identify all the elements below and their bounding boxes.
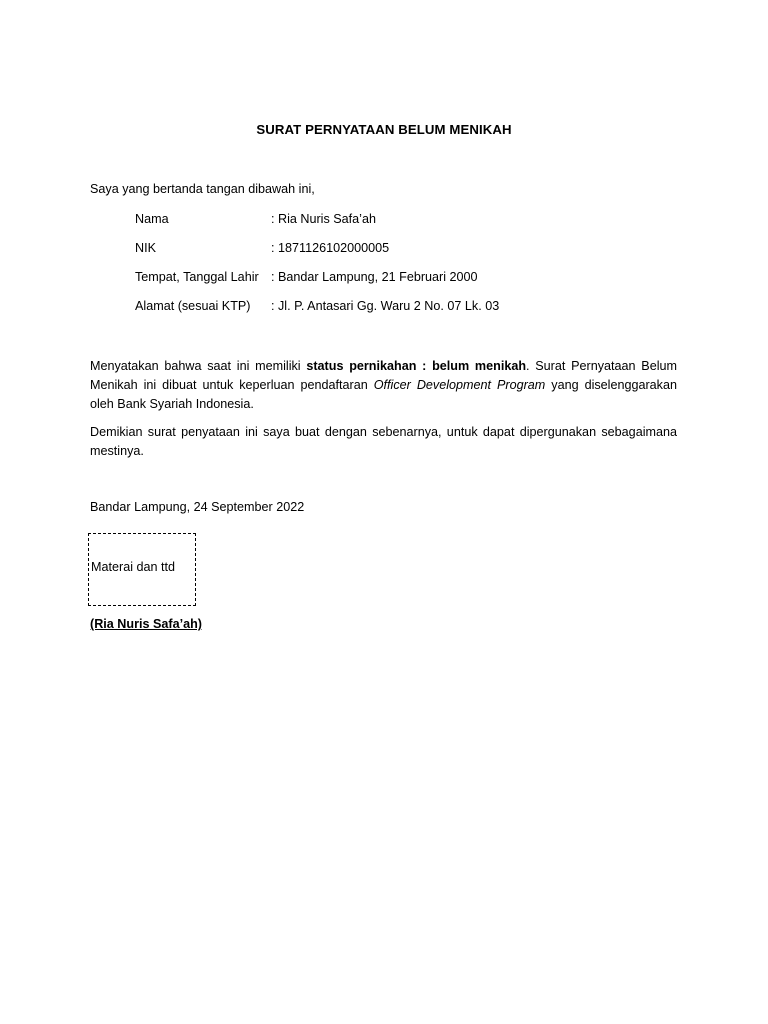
statement-text: . Surat Pernyataan Belum Menikah ini dibuat untuk keperluan pendaftaran	[90, 359, 677, 392]
field-label: Tempat, Tanggal Lahir	[135, 270, 259, 284]
marital-status-text: status pernikahan : belum menikah	[306, 359, 527, 373]
field-value: : Ria Nuris Safa’ah	[271, 212, 376, 226]
place-date: Bandar Lampung, 24 September 2022	[90, 500, 305, 514]
program-name-text: Officer Development Program	[373, 378, 546, 392]
field-label: Nama	[135, 212, 169, 226]
field-value: : Jl. P. Antasari Gg. Waru 2 No. 07 Lk. 03	[271, 299, 500, 313]
stamp-label: Materai dan ttd	[91, 560, 176, 574]
closing-paragraph: Demikian surat penyataan ini saya buat dengan sebenarnya, untuk dapat dipergunakan sebagaimana mestinya.	[90, 425, 677, 458]
field-value: : Bandar Lampung, 21 Februari 2000	[271, 270, 478, 284]
statement-paragraph	[90, 357, 677, 414]
field-label: Alamat (sesuai KTP)	[135, 299, 251, 313]
field-label: NIK	[135, 241, 156, 255]
field-value: : 1871126102000005	[271, 241, 390, 255]
statement-text: yang diselenggarakan oleh Bank Syariah Indonesia.	[90, 378, 677, 411]
document-title: SURAT PERNYATAAN BELUM MENIKAH	[256, 122, 512, 137]
statement-text: Menyatakan bahwa saat ini memiliki	[90, 359, 307, 373]
signer-name: (Ria Nuris Safa’ah)	[90, 617, 202, 631]
intro-text: Saya yang bertanda tangan dibawah ini,	[90, 182, 315, 196]
